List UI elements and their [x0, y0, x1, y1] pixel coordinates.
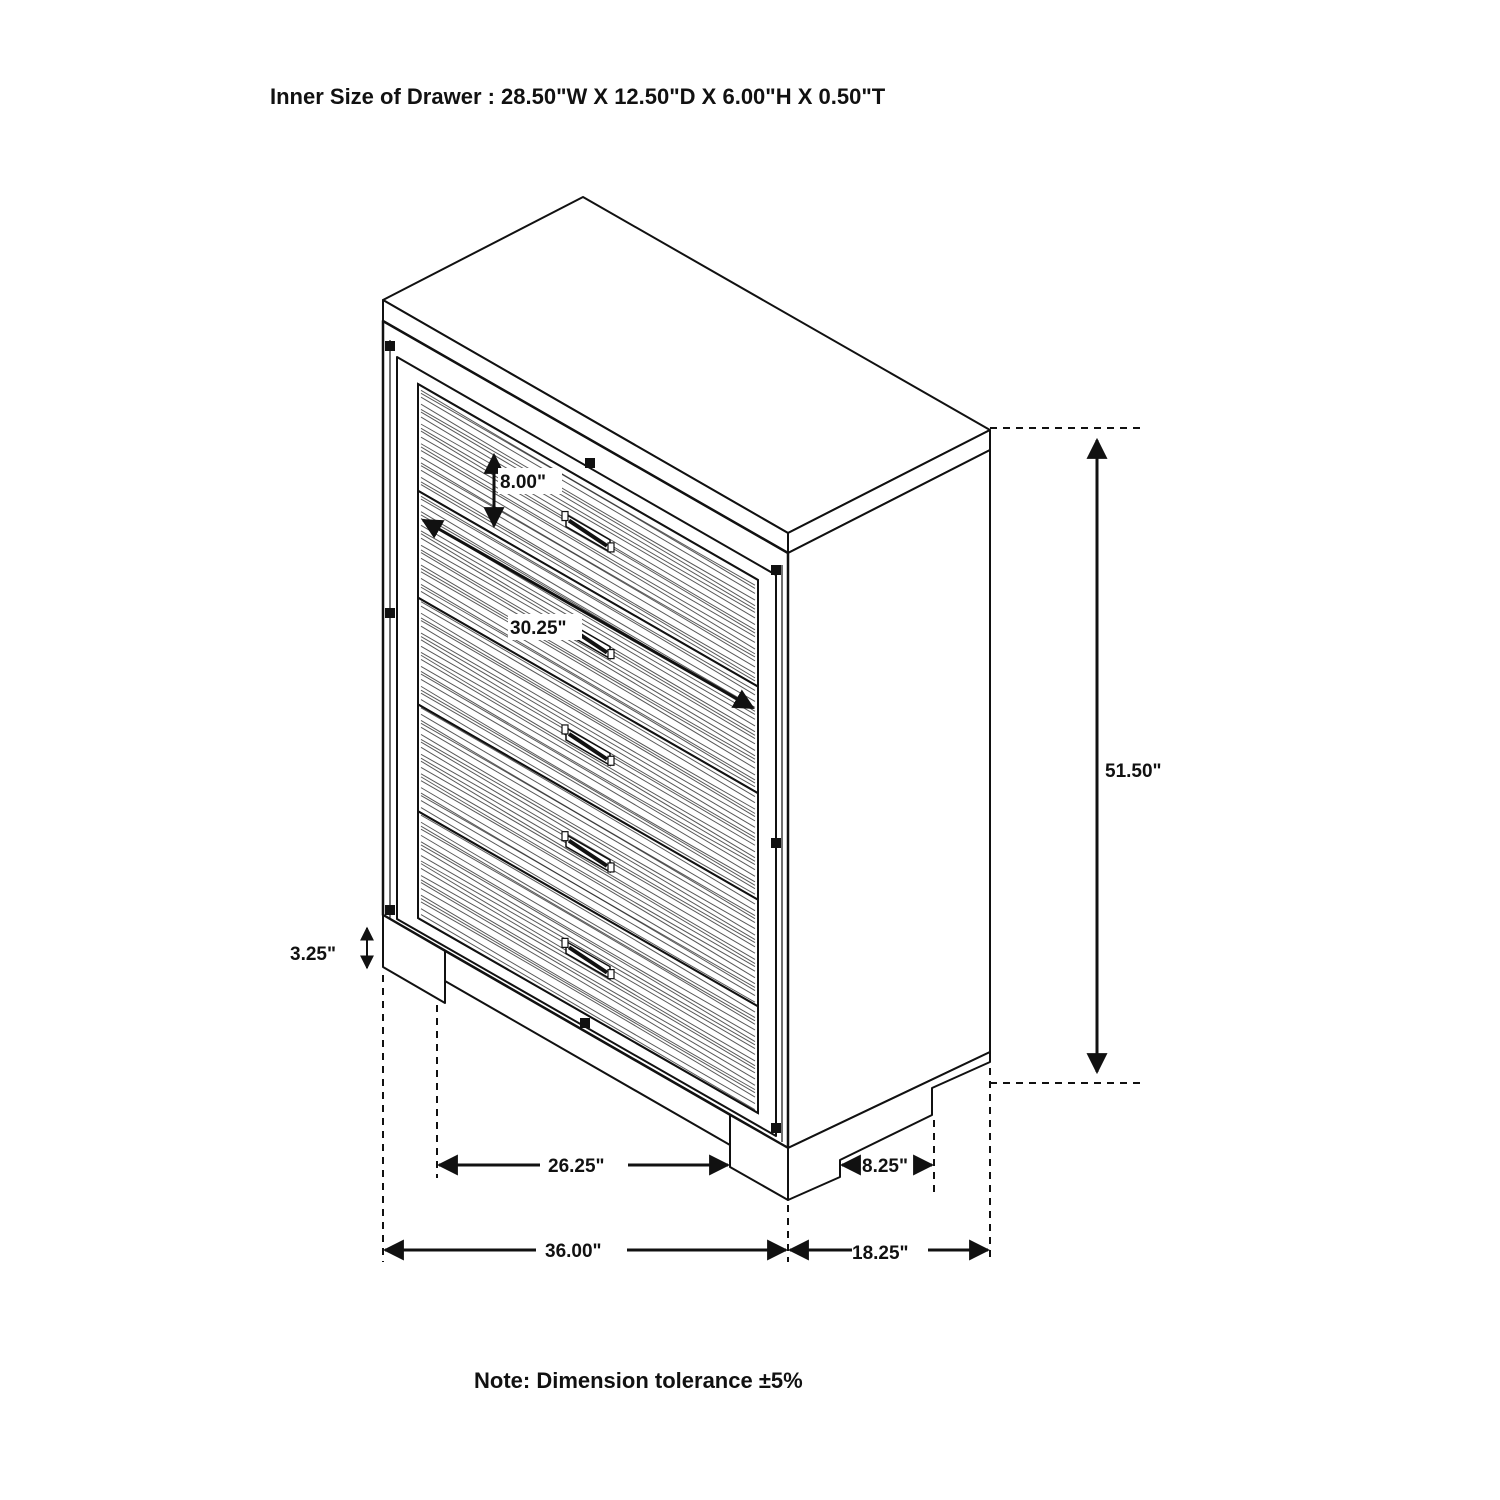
overall-depth-label: 18.25" — [852, 1243, 909, 1264]
leg-span-label: 26.25" — [548, 1156, 605, 1177]
rivet — [385, 341, 395, 351]
base-height-label: 3.25" — [290, 944, 336, 965]
drawer-height-label: 8.00" — [500, 472, 546, 493]
rivet — [580, 1018, 590, 1028]
leg-side-label: 8.25" — [862, 1156, 908, 1177]
inner-size-heading: Inner Size of Drawer : 28.50"W X 12.50"D X 6.00"H X 0.50"T — [270, 84, 886, 109]
rivet — [585, 458, 595, 468]
overall-width-label: 36.00" — [545, 1241, 602, 1262]
overall-height-label: 51.50" — [1105, 761, 1162, 782]
rivet — [385, 905, 395, 915]
rivet — [385, 608, 395, 618]
drawer-width-label: 30.25" — [510, 618, 567, 639]
tolerance-note: Note: Dimension tolerance ±5% — [474, 1368, 803, 1393]
rivet — [771, 1123, 781, 1133]
rivet — [771, 565, 781, 575]
chest-side-panel — [788, 450, 990, 1148]
rivet — [771, 838, 781, 848]
